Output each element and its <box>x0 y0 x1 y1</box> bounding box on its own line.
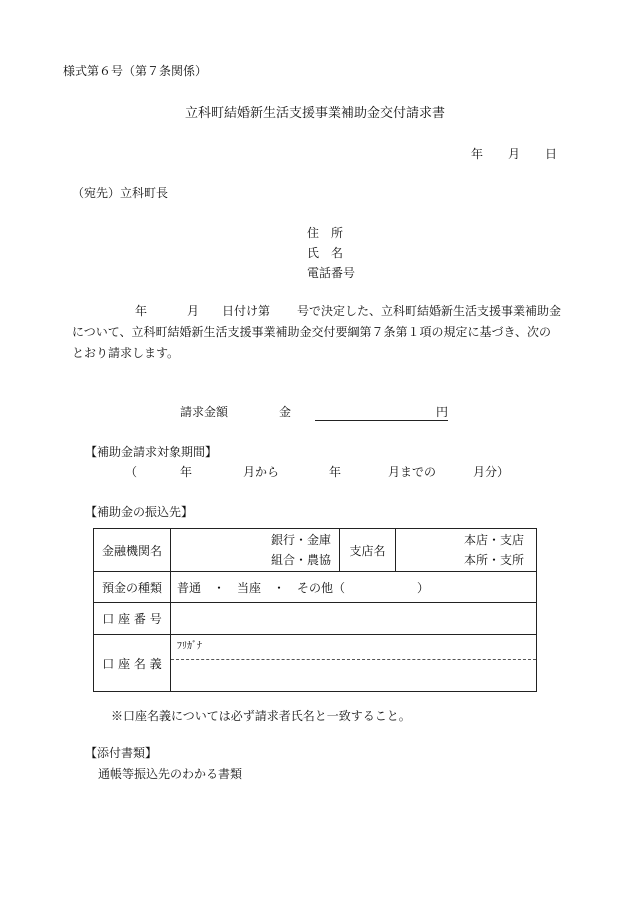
branch-field[interactable] <box>396 529 537 572</box>
applicant-address-label: 住 所 <box>307 226 344 240</box>
furigana-divider <box>171 659 536 660</box>
bank-row-account-holder <box>94 635 537 692</box>
amount-underline[interactable] <box>315 420 448 421</box>
body-day-suffix: 日付け第 <box>222 304 271 318</box>
bank-row-deposit <box>94 572 537 603</box>
period-from: 月から <box>243 465 280 479</box>
attachments-heading: 【添付書類】 <box>85 746 158 760</box>
period-months: 月分） <box>473 465 510 479</box>
applicant-phone-label: 電話番号 <box>307 266 356 280</box>
branch-label: 支店名 <box>340 529 396 572</box>
bank-row-account-number <box>94 603 537 635</box>
attachments-item: 通帳等振込先のわかる書類 <box>98 767 243 781</box>
furigana-label: ﾌﾘｶﾞﾅ <box>177 641 202 652</box>
form-number: 様式第６号（第７条関係） <box>63 64 208 78</box>
account-number-field[interactable] <box>171 603 537 635</box>
period-until: 月までの <box>388 465 437 479</box>
body-line2: について、立科町結婚新生活支援事業補助金交付要綱第７条第１項の規定に基づき、次の <box>72 325 552 339</box>
amount-label: 請求金額 <box>180 405 229 419</box>
account-note: ※口座名義については必ず請求者氏名と一致すること。 <box>111 709 411 723</box>
body-line1-rest: 号で決定した、立科町結婚新生活支援事業補助金 <box>297 304 562 318</box>
account-holder-label: 口 座 名 義 <box>94 635 171 692</box>
period-year-until: 年 <box>329 465 342 479</box>
body-year: 年 <box>135 304 148 318</box>
addressee: （宛先）立科町長 <box>72 186 169 200</box>
institution-field[interactable] <box>171 529 340 572</box>
amount-prefix: 金 <box>279 405 292 419</box>
date-year: 年 <box>471 147 484 161</box>
account-holder-field[interactable] <box>171 635 537 692</box>
branch-type-2: 本所・支所 <box>463 553 524 567</box>
bank-account-table <box>93 528 537 692</box>
period-open-paren: （ <box>125 465 138 479</box>
deposit-label: 預金の種類 <box>94 572 171 603</box>
institution-label: 金融機関名 <box>94 529 171 572</box>
amount-unit: 円 <box>436 405 449 419</box>
period-year-from: 年 <box>180 465 193 479</box>
body-line3: とおり請求します。 <box>72 346 180 360</box>
body-month: 月 <box>187 304 200 318</box>
date-day: 日 <box>545 147 558 161</box>
account-number-label: 口 座 番 号 <box>94 603 171 635</box>
institution-type-1: 銀行・金庫 <box>270 533 331 547</box>
bank-row-institution <box>94 529 537 572</box>
bank-heading: 【補助金の振込先】 <box>85 505 194 519</box>
deposit-options[interactable]: 普通 ・ 当座 ・ その他（ ） <box>171 572 537 603</box>
document-title: 立科町結婚新生活支援事業補助金交付請求書 <box>184 106 445 121</box>
branch-type-1: 本店・支店 <box>463 533 524 547</box>
date-month: 月 <box>508 147 521 161</box>
applicant-name-label: 氏 名 <box>307 246 344 260</box>
period-heading: 【補助金請求対象期間】 <box>85 445 218 459</box>
institution-type-2: 組合・農協 <box>270 553 331 567</box>
